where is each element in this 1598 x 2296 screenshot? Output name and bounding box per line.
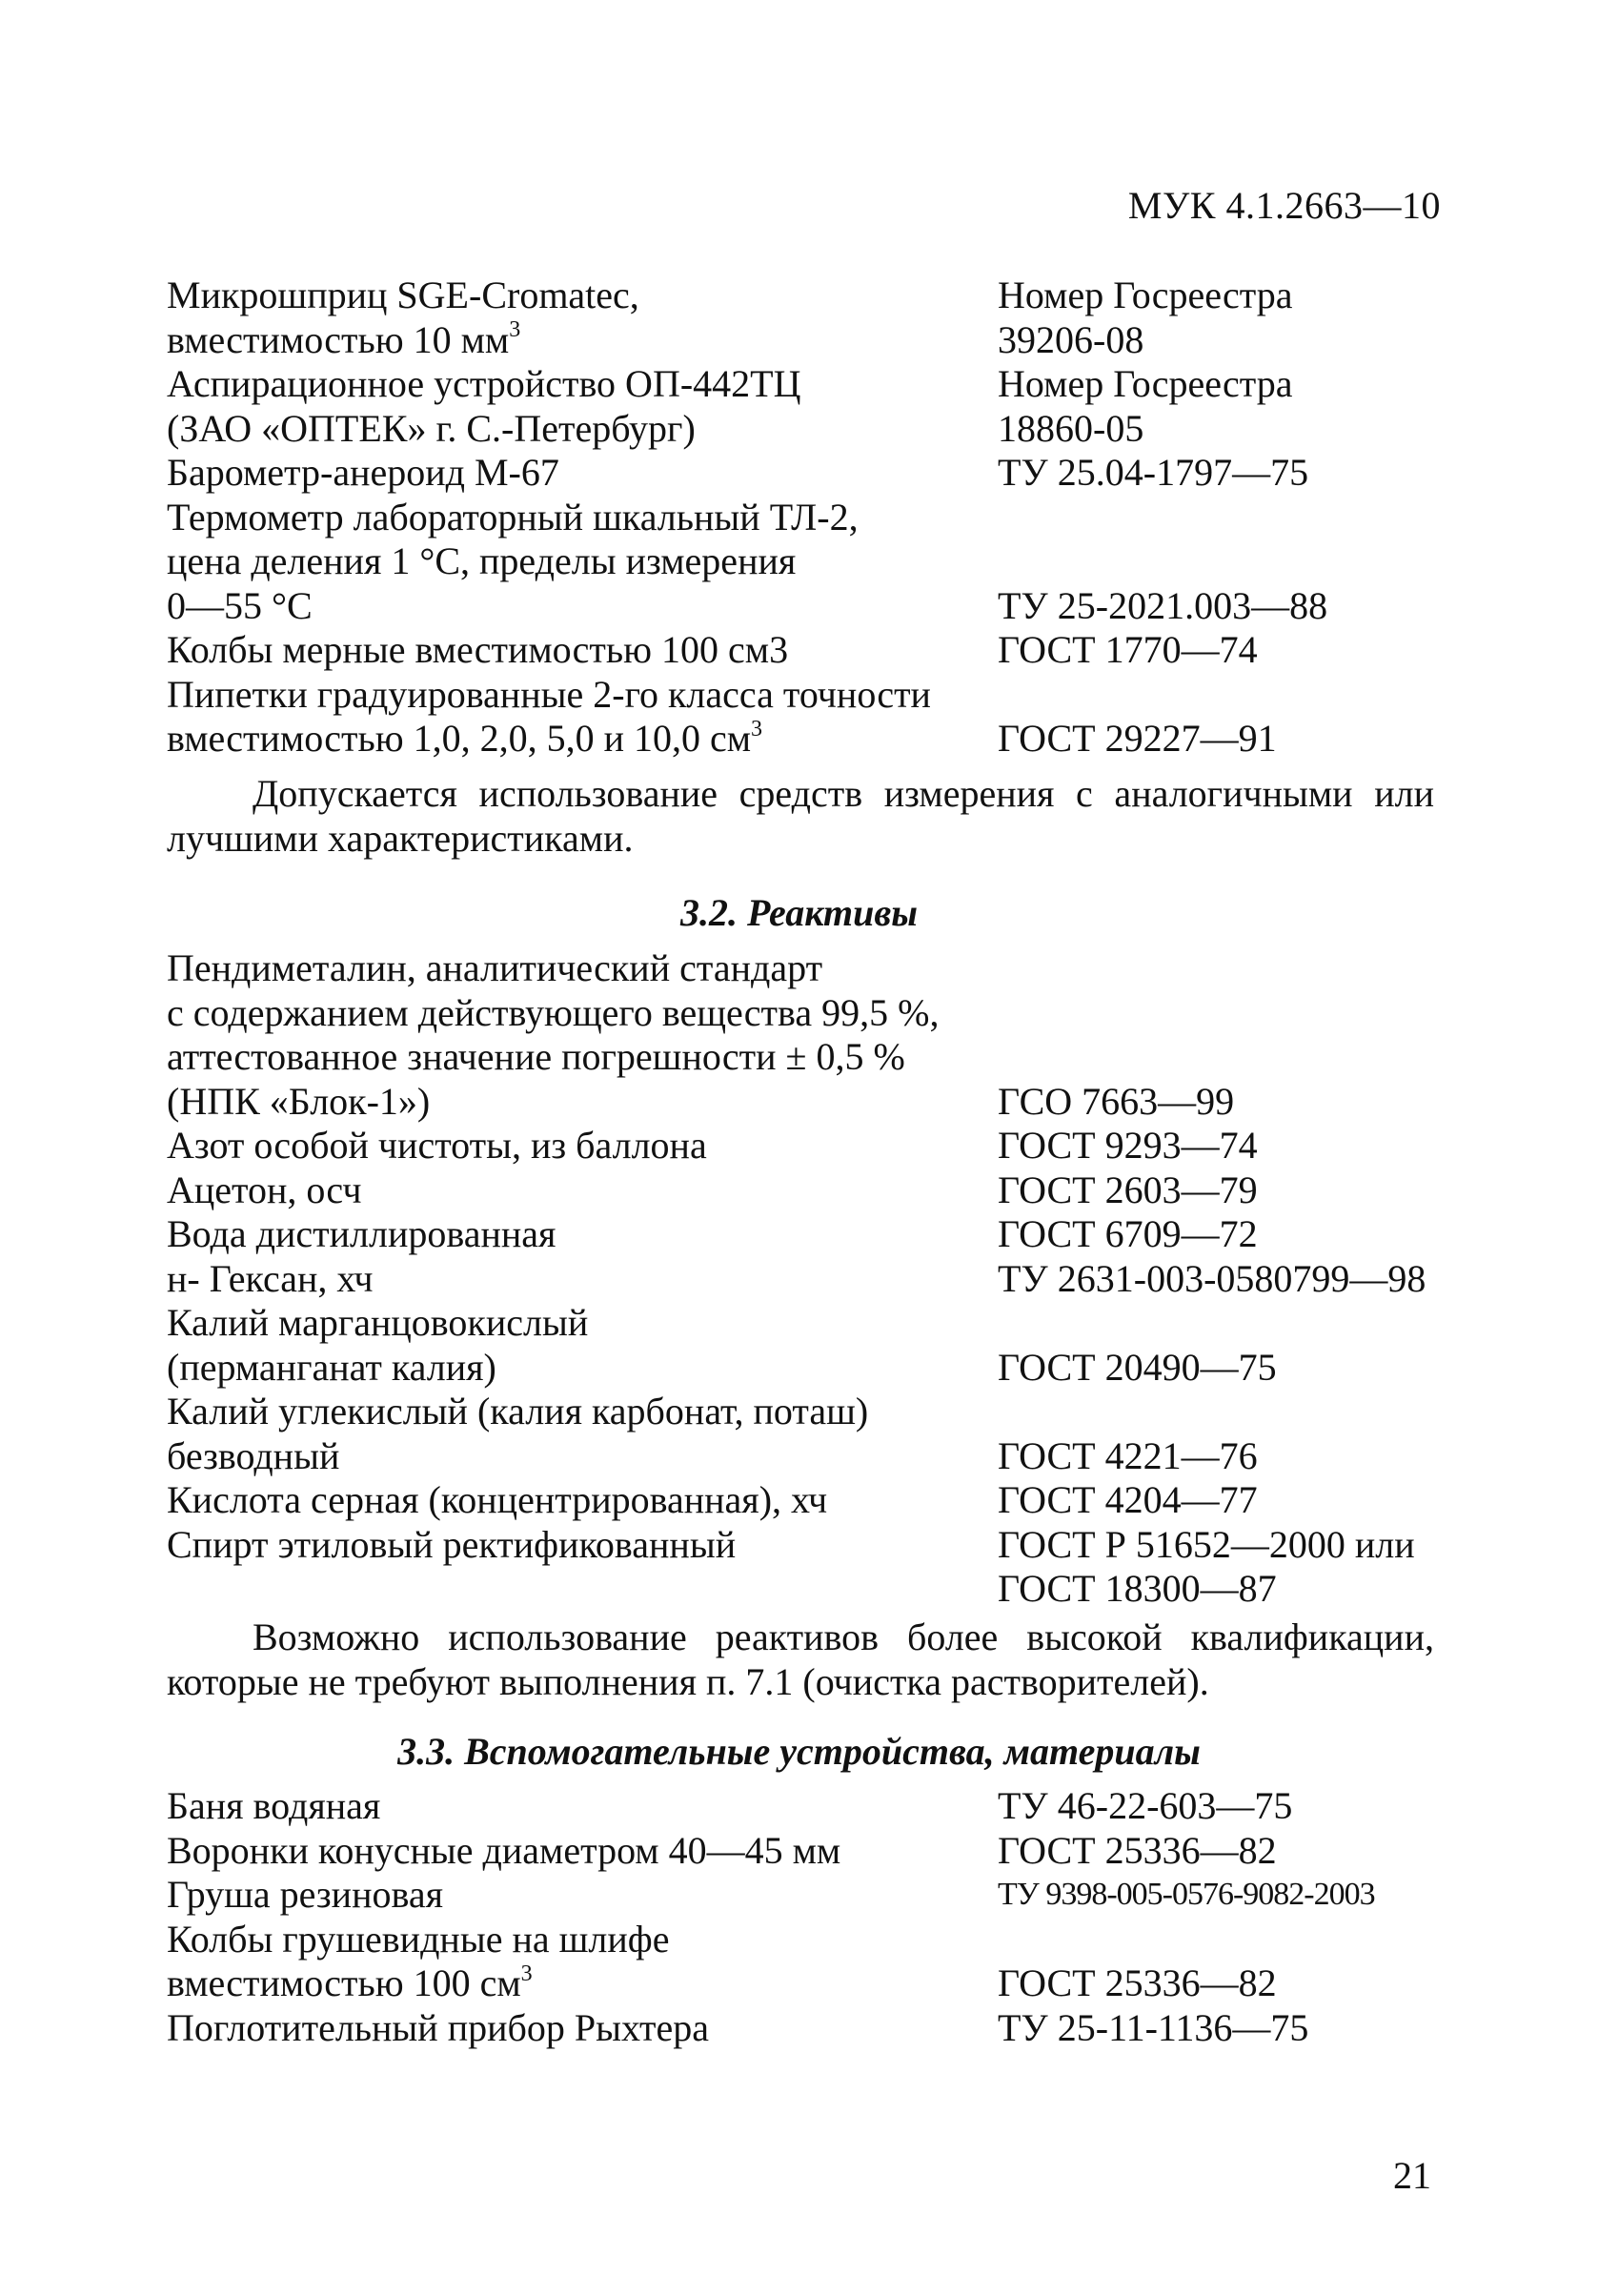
item-standard: ТУ 25-11-1136—75 xyxy=(998,2005,1309,2049)
section-heading-reagents: 3.2. Реактивы xyxy=(680,891,918,934)
list-row xyxy=(167,1124,1448,1168)
list-row xyxy=(167,1212,1448,1257)
item-name: (перманганат калия) xyxy=(167,1345,496,1389)
item-name: Поглотительный прибор Рыхтера xyxy=(167,2005,709,2049)
item-standard: ТУ 25.04-1797—75 xyxy=(998,451,1309,494)
item-standard: ГОСТ 1770—74 xyxy=(998,628,1258,671)
item-standard: Номер Госреестра xyxy=(998,362,1293,405)
equipment-list xyxy=(167,274,1448,762)
item-name: Калий углекислый (калия карбонат, поташ) xyxy=(167,1390,869,1432)
item-standard: ГОСТ 20490—75 xyxy=(998,1345,1277,1389)
section-heading-auxiliary: 3.3. Вспомогательные устройства, материалы xyxy=(397,1730,1201,1773)
list-row xyxy=(167,539,1448,584)
item-name: Ацетон, осч xyxy=(167,1168,362,1211)
item-standard: ГОСТ 4221—76 xyxy=(998,1433,1258,1477)
list-row xyxy=(167,1829,1448,1874)
list-row xyxy=(167,1961,1448,2006)
list-row xyxy=(167,1784,1448,1829)
item-name: Калий марганцовокислый xyxy=(167,1301,589,1344)
reagents-note: Возможно использование реактивов более высокой квалификации, которые не требуют выполнения п. 7.1 (очистка растворителей). xyxy=(167,1615,1434,1703)
page-number: 21 xyxy=(1393,2154,1431,2197)
list-row xyxy=(167,451,1448,496)
list-row xyxy=(167,1257,1448,1302)
item-standard: Номер Госреестра xyxy=(998,274,1293,316)
item-name: (НПК «Блок-1») xyxy=(167,1079,431,1123)
list-row xyxy=(167,673,1448,718)
item-name: 0—55 °С xyxy=(167,583,313,627)
list-row xyxy=(167,407,1448,452)
item-standard: ГОСТ 4204—77 xyxy=(998,1478,1258,1521)
item-name: н- Гексан, хч xyxy=(167,1256,374,1300)
item-name: Аспирационное устройство ОП-442ТЦ xyxy=(167,362,801,405)
item-name: Баня водяная xyxy=(167,1784,381,1827)
document-code: МУК 4.1.2663—10 xyxy=(1127,184,1441,227)
item-name: Барометр-анероид М-67 xyxy=(167,451,559,494)
list-row xyxy=(167,2006,1448,2051)
list-row xyxy=(167,717,1448,762)
list-row xyxy=(167,362,1448,407)
item-standard: ГОСТ 25336—82 xyxy=(998,1961,1277,2004)
item-standard: ГОСТ 18300—87 xyxy=(998,1567,1277,1610)
list-row xyxy=(167,1035,1448,1080)
item-standard: 39206-08 xyxy=(998,317,1144,361)
item-name: Микрошприц SGE-Cromatec, xyxy=(167,274,639,316)
item-standard: ТУ 2631-003-0580799—98 xyxy=(998,1256,1426,1300)
item-name: вместимостью 100 $см^3$ xyxy=(167,1961,533,2004)
item-standard: ГОСТ Р 51652—2000 или xyxy=(998,1522,1415,1566)
list-row xyxy=(167,1080,1448,1125)
item-standard: 18860-05 xyxy=(998,406,1144,450)
list-row xyxy=(167,1346,1448,1391)
item-standard: ГСО 7663—99 xyxy=(998,1079,1235,1123)
item-name: Пендиметалин, аналитический стандарт xyxy=(167,946,823,989)
item-name: Вода дистиллированная xyxy=(167,1212,556,1255)
item-standard: ГОСТ 25336—82 xyxy=(998,1828,1277,1872)
item-standard: ТУ 46-22-603—75 xyxy=(998,1784,1293,1827)
item-name: Колбы мерные вместимостью 100 см3 xyxy=(167,628,789,671)
list-row xyxy=(167,628,1448,673)
item-name: Колбы грушевидные на шлифе xyxy=(167,1917,670,1961)
item-name: (ЗАО «ОПТЕК» г. С.-Петербург) xyxy=(167,406,696,450)
item-name: безводный xyxy=(167,1433,340,1477)
item-name: Спирт этиловый ректификованный xyxy=(167,1522,737,1566)
item-name: Кислота серная (концентрированная), хч xyxy=(167,1478,828,1521)
list-row xyxy=(167,584,1448,629)
item-name: вместимостью 1,0, 2,0, 5,0 и 10,0 $см^3$ xyxy=(167,716,763,760)
item-name: вместимостью 10 $мм^3$ xyxy=(167,317,521,361)
item-name: цена деления 1 °С, пределы измерения xyxy=(167,539,797,582)
item-name: Термометр лабораторный шкальный ТЛ-2, xyxy=(167,495,859,538)
list-row xyxy=(167,1434,1448,1479)
list-row xyxy=(167,496,1448,540)
list-row xyxy=(167,1478,1448,1523)
superscript: 3 xyxy=(509,317,521,343)
superscript: 3 xyxy=(751,716,763,742)
item-name: аттестованное значение погрешности ± 0,5 % xyxy=(167,1035,905,1078)
list-row xyxy=(167,1168,1448,1213)
item-standard: ГОСТ 9293—74 xyxy=(998,1124,1258,1167)
auxiliary-list xyxy=(167,1784,1448,2050)
item-name: Пипетки градуированные 2-го класса точности xyxy=(167,672,931,716)
list-row xyxy=(167,1390,1448,1434)
superscript: 3 xyxy=(520,1961,533,1986)
item-standard: ГОСТ 6709—72 xyxy=(998,1212,1258,1255)
item-name: Груша резиновая xyxy=(167,1873,443,1916)
list-row xyxy=(167,1873,1448,1918)
list-row xyxy=(167,1567,1448,1612)
equipment-note: Допускается использование средств измерения с аналогичными или лучшими характеристиками. xyxy=(167,772,1434,860)
list-row xyxy=(167,318,1448,363)
item-standard: ТУ 25-2021.003—88 xyxy=(998,583,1328,627)
list-row xyxy=(167,946,1448,991)
list-row xyxy=(167,1523,1448,1568)
item-standard: ГОСТ 29227—91 xyxy=(998,717,1277,760)
list-row xyxy=(167,1918,1448,1962)
list-row xyxy=(167,274,1448,318)
reagents-list xyxy=(167,946,1448,1612)
item-name: Азот особой чистоты, из баллона xyxy=(167,1124,707,1167)
item-name: с содержанием действующего вещества 99,5 %, xyxy=(167,990,940,1034)
item-name: Воронки конусные диаметром 40—45 мм xyxy=(167,1828,841,1872)
list-row xyxy=(167,1301,1448,1346)
item-standard: ТУ 9398-005-0576-9082-2003 xyxy=(998,1877,1375,1912)
item-standard: ГОСТ 2603—79 xyxy=(998,1168,1258,1211)
list-row xyxy=(167,991,1448,1036)
